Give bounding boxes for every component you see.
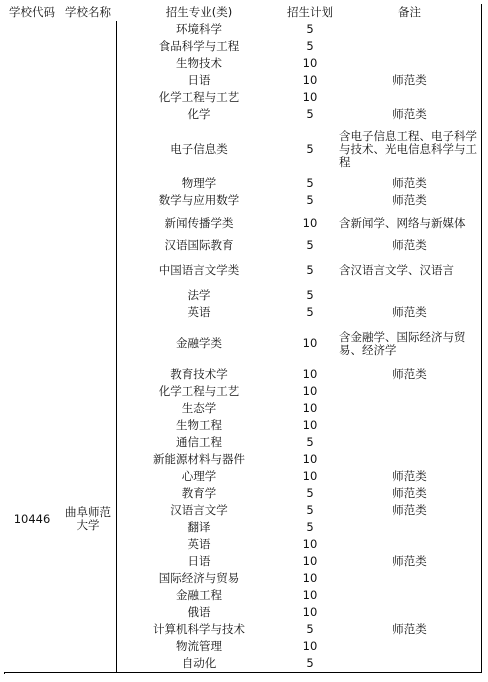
row-28-major [116, 587, 283, 605]
row-3-plan [282, 72, 339, 90]
row-10-major [116, 237, 283, 255]
row-4-remark [338, 89, 482, 107]
row-14-remark [338, 321, 482, 367]
row-5-remark [338, 106, 482, 124]
row-0-plan-text: 5 [306, 22, 314, 36]
row-26-major [116, 553, 283, 571]
row-1-major-text: 食品科学与工程 [158, 39, 240, 53]
row-32-major [116, 655, 283, 673]
row-19-major [116, 434, 283, 452]
row-32-major-text: 自动化 [181, 656, 217, 670]
school-code-block-a [4, 21, 61, 367]
row-13-remark-text: 师范类 [392, 305, 427, 319]
row-19-plan-text: 5 [306, 435, 314, 449]
row-15-plan [282, 366, 339, 384]
row-14-major-text: 金融学类 [176, 336, 222, 350]
row-7-major-text: 物理学 [181, 176, 217, 190]
row-5-major [116, 106, 283, 124]
row-21-major [116, 468, 283, 486]
row-5-plan-text: 5 [306, 107, 314, 121]
row-20-plan [282, 451, 339, 469]
row-29-remark [338, 604, 482, 622]
row-6-major-text: 电子信息类 [170, 141, 228, 156]
row-27-remark [338, 570, 482, 588]
row-28-major-text: 金融工程 [176, 588, 222, 602]
row-7-plan [282, 175, 339, 193]
row-10-remark [338, 237, 482, 255]
row-19-major-text: 通信工程 [176, 435, 222, 449]
header-school-name [60, 4, 117, 22]
row-29-major-text: 俄语 [187, 605, 211, 619]
row-18-major-text: 生物工程 [176, 418, 222, 432]
row-14-remark-text: 含金融学、国际经济与贸易、经济学 [339, 329, 466, 357]
row-12-plan-text: 5 [306, 288, 314, 302]
row-14-plan [282, 321, 339, 367]
school-name-block-a [60, 21, 117, 367]
row-2-plan-text: 10 [302, 56, 318, 70]
row-17-remark [338, 400, 482, 418]
row-6-major [116, 123, 283, 176]
row-19-remark [338, 434, 482, 452]
row-8-plan [282, 192, 339, 210]
row-30-remark [338, 621, 482, 639]
row-13-major-text: 英语 [187, 305, 211, 319]
row-28-remark [338, 587, 482, 605]
row-11-remark-text: 含汉语言文学、汉语言 [339, 263, 454, 277]
row-21-plan [282, 468, 339, 486]
row-16-plan [282, 383, 339, 401]
row-9-major-text: 新闻传播学类 [164, 215, 234, 230]
row-16-major [116, 383, 283, 401]
row-13-plan-text: 5 [306, 305, 314, 319]
row-3-remark-text: 师范类 [392, 73, 427, 87]
row-21-major-text: 心理学 [181, 469, 217, 483]
row-5-remark-text: 师范类 [392, 107, 427, 121]
row-4-plan-text: 10 [302, 90, 318, 104]
row-6-plan [282, 123, 339, 176]
row-15-plan-text: 10 [302, 367, 318, 381]
row-3-major [116, 72, 283, 90]
row-15-major [116, 366, 283, 384]
row-8-major [116, 192, 283, 210]
row-9-remark-text: 含新闻学、网络与新媒体 [339, 215, 466, 230]
row-25-major [116, 536, 283, 554]
row-20-major [116, 451, 283, 469]
row-7-remark [338, 175, 482, 193]
row-0-plan [282, 21, 339, 39]
row-1-plan-text: 5 [306, 39, 314, 53]
row-2-major [116, 55, 283, 73]
row-22-remark [338, 485, 482, 503]
row-22-remark-text: 师范类 [392, 486, 427, 500]
row-19-plan [282, 434, 339, 452]
row-9-remark [338, 209, 482, 238]
row-10-plan-text: 5 [306, 238, 314, 252]
row-4-major [116, 89, 283, 107]
row-23-major-text: 汉语言文学 [170, 503, 228, 517]
row-32-remark [338, 655, 482, 673]
row-28-plan-text: 10 [302, 588, 318, 602]
header-plan-text: 招生计划 [287, 5, 333, 19]
row-13-plan [282, 304, 339, 322]
row-0-major-text: 环境科学 [176, 22, 222, 36]
row-18-plan-text: 10 [302, 418, 318, 432]
header-major [116, 4, 283, 22]
row-9-plan [282, 209, 339, 238]
row-10-major-text: 汉语国际教育 [164, 238, 234, 252]
row-16-major-text: 化学工程与工艺 [158, 384, 240, 398]
row-29-plan [282, 604, 339, 622]
row-25-major-text: 英语 [187, 537, 211, 551]
row-26-remark-text: 师范类 [392, 554, 427, 568]
header-major-text: 招生专业(类) [165, 5, 233, 19]
row-24-remark [338, 519, 482, 537]
row-27-major-text: 国际经济与贸易 [158, 571, 240, 585]
row-17-major [116, 400, 283, 418]
row-2-plan [282, 55, 339, 73]
row-0-major [116, 21, 283, 39]
row-11-major-text: 中国语言文学类 [158, 263, 240, 277]
row-16-remark [338, 383, 482, 401]
row-4-major-text: 化学工程与工艺 [158, 90, 240, 104]
row-3-remark [338, 72, 482, 90]
row-24-plan [282, 519, 339, 537]
row-31-major-text: 物流管理 [176, 639, 222, 653]
row-31-remark [338, 638, 482, 656]
row-18-major [116, 417, 283, 435]
row-7-plan-text: 5 [306, 176, 314, 190]
row-9-plan-text: 10 [302, 215, 318, 230]
row-32-plan-text: 5 [306, 656, 314, 670]
row-25-plan-text: 10 [302, 537, 318, 551]
row-7-major [116, 175, 283, 193]
header-school-name-text: 学校名称 [65, 5, 111, 19]
row-6-remark [338, 123, 482, 176]
row-8-plan-text: 5 [306, 193, 314, 207]
row-29-major [116, 604, 283, 622]
row-7-remark-text: 师范类 [392, 176, 427, 190]
row-17-major-text: 生态学 [181, 401, 217, 415]
row-22-major [116, 485, 283, 503]
row-8-remark [338, 192, 482, 210]
row-32-plan [282, 655, 339, 673]
row-31-plan [282, 638, 339, 656]
row-28-plan [282, 587, 339, 605]
row-27-plan [282, 570, 339, 588]
row-22-plan-text: 5 [306, 486, 314, 500]
row-3-plan-text: 10 [302, 73, 318, 87]
header-school-code [4, 4, 61, 22]
row-25-plan [282, 536, 339, 554]
row-30-major [116, 621, 283, 639]
row-23-plan [282, 502, 339, 520]
row-31-plan-text: 10 [302, 639, 318, 653]
row-15-major-text: 教育技术学 [170, 367, 228, 381]
row-24-major [116, 519, 283, 537]
row-12-plan [282, 287, 339, 305]
row-24-plan-text: 5 [306, 520, 314, 534]
school-code-cell-text: 10446 [13, 511, 51, 526]
row-26-remark [338, 553, 482, 571]
row-8-remark-text: 师范类 [392, 193, 427, 207]
row-22-plan [282, 485, 339, 503]
row-21-remark-text: 师范类 [392, 469, 427, 483]
row-0-remark [338, 21, 482, 39]
row-18-plan [282, 417, 339, 435]
row-26-major-text: 日语 [187, 554, 211, 568]
row-21-plan-text: 10 [302, 469, 318, 483]
header-plan [282, 4, 339, 22]
row-23-remark-text: 师范类 [392, 503, 427, 517]
row-11-major [116, 254, 283, 288]
school-name-cell [60, 366, 117, 673]
row-30-major-text: 计算机科学与技术 [153, 622, 245, 636]
row-23-remark [338, 502, 482, 520]
row-11-plan-text: 5 [306, 263, 314, 277]
row-21-remark [338, 468, 482, 486]
row-22-major-text: 教育学 [181, 486, 217, 500]
row-25-remark [338, 536, 482, 554]
row-11-plan [282, 254, 339, 288]
row-12-major [116, 287, 283, 305]
row-5-major-text: 化学 [187, 107, 211, 121]
row-30-remark-text: 师范类 [392, 622, 427, 636]
header-school-code-text: 学校代码 [9, 5, 55, 19]
school-code-cell [4, 366, 61, 673]
row-20-major-text: 新能源材料与器件 [153, 452, 245, 466]
row-27-plan-text: 10 [302, 571, 318, 585]
row-2-remark [338, 55, 482, 73]
row-13-remark [338, 304, 482, 322]
row-15-remark [338, 366, 482, 384]
row-3-major-text: 日语 [187, 73, 211, 87]
row-2-major-text: 生物技术 [176, 56, 222, 70]
row-26-plan [282, 553, 339, 571]
row-10-plan [282, 237, 339, 255]
row-11-remark [338, 254, 482, 288]
row-17-plan-text: 10 [302, 401, 318, 415]
row-18-remark [338, 417, 482, 435]
row-20-remark [338, 451, 482, 469]
row-10-remark-text: 师范类 [392, 238, 427, 252]
school-name-cell-text: 曲阜师范大学 [65, 505, 111, 532]
row-6-remark-text: 含电子信息工程、电子科学与技术、光电信息科学与工程 [339, 128, 477, 169]
row-13-major [116, 304, 283, 322]
row-12-remark [338, 287, 482, 305]
row-23-plan-text: 5 [306, 503, 314, 517]
row-6-plan-text: 5 [306, 141, 314, 156]
row-26-plan-text: 10 [302, 554, 318, 568]
row-30-plan [282, 621, 339, 639]
row-8-major-text: 数学与应用数学 [158, 193, 240, 207]
row-24-major-text: 翻译 [187, 520, 211, 534]
row-1-remark [338, 38, 482, 56]
row-16-plan-text: 10 [302, 384, 318, 398]
header-remarks [338, 4, 482, 22]
row-1-major [116, 38, 283, 56]
row-12-major-text: 法学 [187, 288, 211, 302]
row-30-plan-text: 5 [306, 622, 314, 636]
row-27-major [116, 570, 283, 588]
row-15-remark-text: 师范类 [392, 367, 427, 381]
row-9-major [116, 209, 283, 238]
row-14-major [116, 321, 283, 367]
row-5-plan [282, 106, 339, 124]
row-29-plan-text: 10 [302, 605, 318, 619]
row-17-plan [282, 400, 339, 418]
row-31-major [116, 638, 283, 656]
row-23-major [116, 502, 283, 520]
row-20-plan-text: 10 [302, 452, 318, 466]
row-4-plan [282, 89, 339, 107]
header-remarks-text: 备注 [398, 5, 421, 19]
row-1-plan [282, 38, 339, 56]
row-14-plan-text: 10 [302, 336, 318, 350]
